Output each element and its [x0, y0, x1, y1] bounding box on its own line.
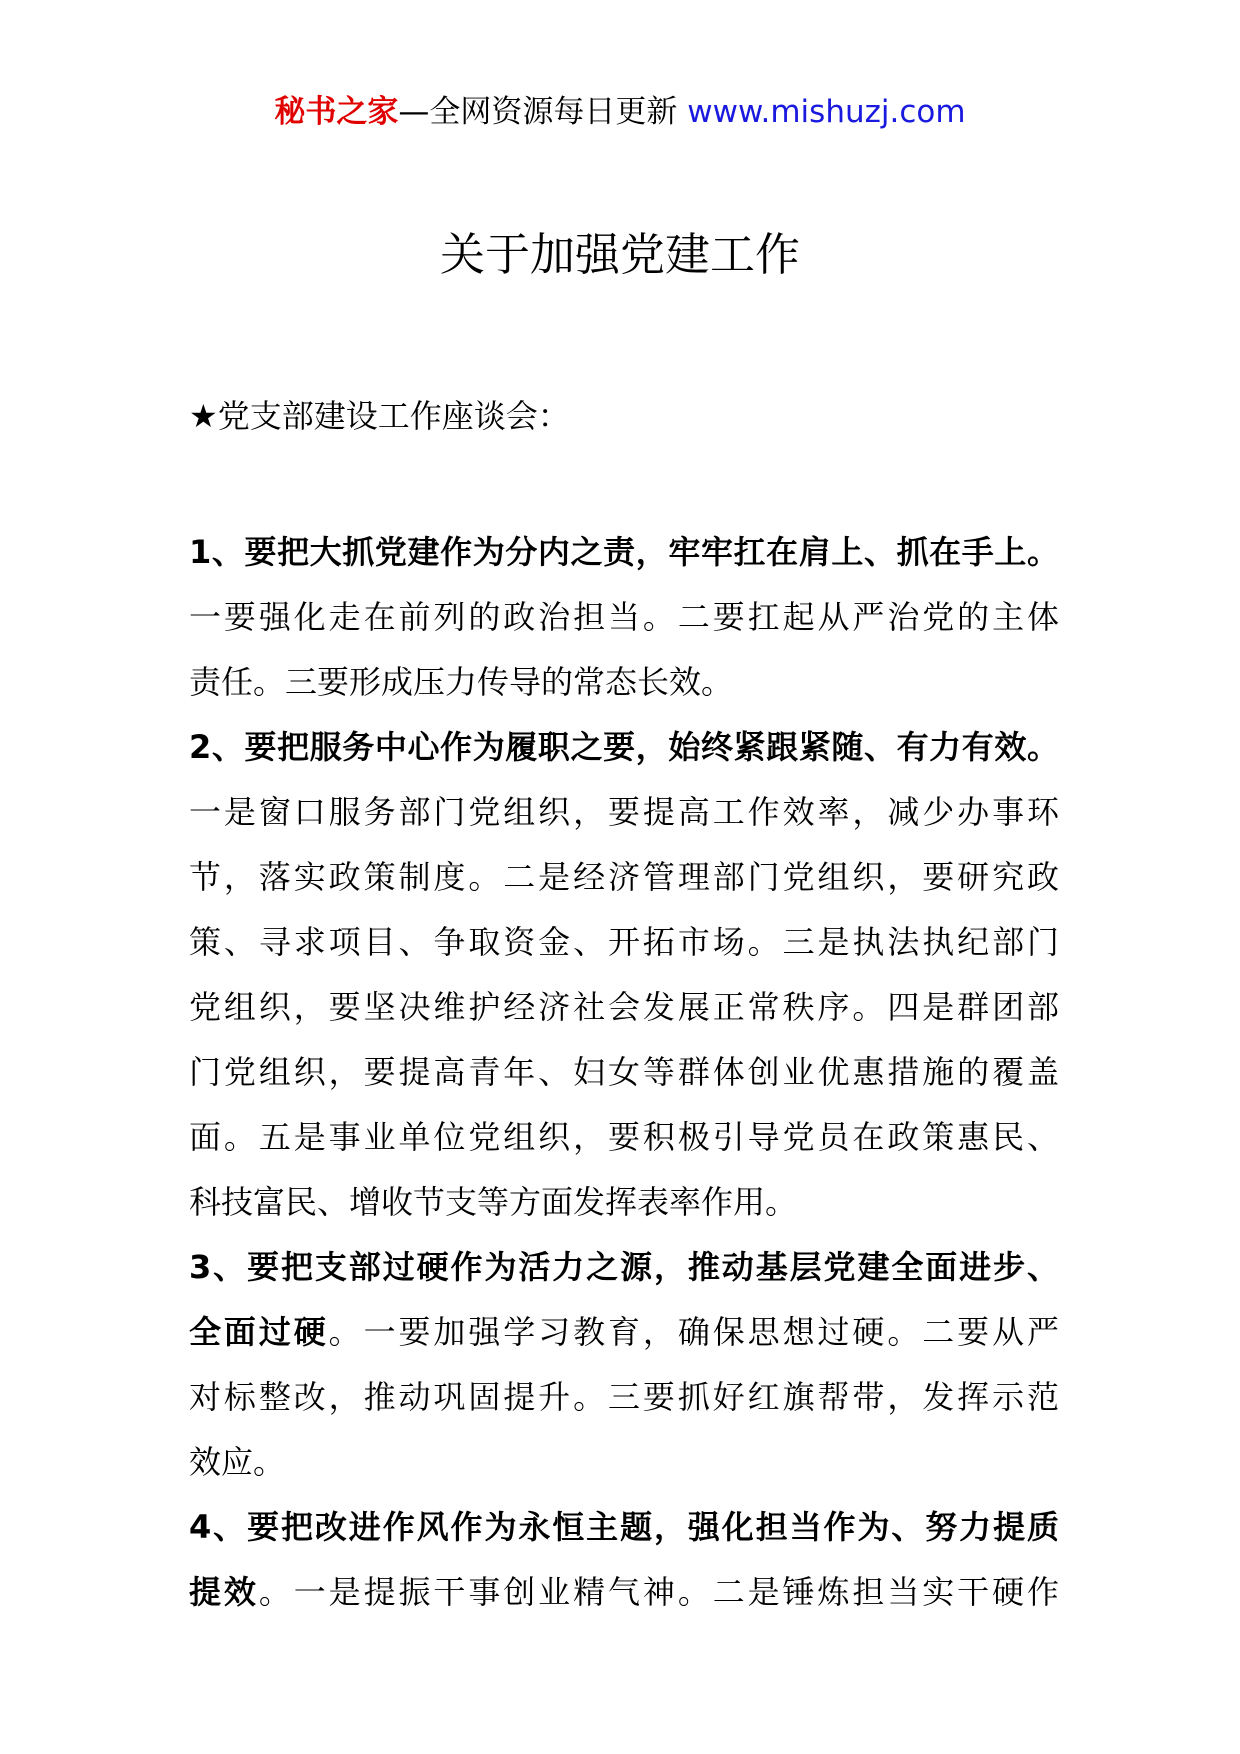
site-url-link[interactable]: www.mishuzj.com	[687, 94, 966, 130]
regular-text: 。一要加强学习教育，确保思想过硬。二要从严	[328, 1313, 1059, 1351]
regular-text: 策、寻求项目、争取资金、开拓市场。三是执法执纪部门	[189, 923, 1059, 961]
bold-text: 全面过硬	[189, 1313, 329, 1351]
text-line	[189, 1105, 1059, 1170]
bold-text: 1、要把大抓党建作为分内之责，牢牢扛在肩上、抓在手上。	[189, 533, 1059, 571]
text-line	[189, 910, 1059, 975]
bold-text: 4、要把改进作风作为永恒主题，强化担当作为、努力提质	[189, 1508, 1059, 1546]
regular-text: 科技富民、增收节支等方面发挥表率作用。	[189, 1183, 798, 1221]
site-header	[0, 92, 1240, 132]
bold-text: 提效	[189, 1573, 259, 1611]
text-line	[189, 1040, 1059, 1105]
regular-text: 一是窗口服务部门党组织，要提高工作效率，减少办事环	[189, 793, 1059, 831]
site-tagline: —全网资源每日更新	[398, 94, 688, 130]
text-line	[189, 1365, 1059, 1430]
text-line	[189, 1560, 1059, 1625]
text-line	[189, 1300, 1059, 1365]
text-line	[189, 520, 1059, 585]
regular-text: 面。五是事业单位党组织，要积极引导党员在政策惠民、	[189, 1118, 1059, 1156]
document-body	[189, 390, 1059, 1625]
text-line	[189, 1235, 1059, 1300]
regular-text: 对标整改，推动巩固提升。三要抓好红旗帮带，发挥示范	[189, 1378, 1059, 1416]
section-subtitle: ★党支部建设工作座谈会：	[189, 397, 570, 435]
regular-text: 节，落实政策制度。二是经济管理部门党组织，要研究政	[189, 858, 1059, 896]
text-line	[189, 650, 1059, 715]
regular-text: 责任。三要形成压力传导的常态长效。	[189, 663, 734, 701]
bold-text: 2、要把服务中心作为履职之要，始终紧跟紧随、有力有效。	[189, 728, 1059, 766]
text-line	[189, 845, 1059, 910]
regular-text: 一要强化走在前列的政治担当。二要扛起从严治党的主体	[189, 598, 1059, 636]
document-title: 关于加强党建工作	[439, 228, 800, 281]
text-line	[189, 585, 1059, 650]
regular-text: 。一是提振干事创业精气神。二是锤炼担当实干硬作	[258, 1573, 1059, 1611]
text-line	[189, 1170, 1059, 1235]
text-line	[189, 975, 1059, 1040]
site-brand: 秘书之家	[274, 94, 399, 130]
regular-text: 门党组织，要提高青年、妇女等群体创业优惠措施的覆盖	[189, 1053, 1059, 1091]
regular-text: 党组织，要坚决维护经济社会发展正常秩序。四是群团部	[189, 988, 1059, 1026]
bold-text: 3、要把支部过硬作为活力之源，推动基层党建全面进步、	[189, 1248, 1059, 1286]
text-line	[189, 715, 1059, 780]
text-line	[189, 1430, 1059, 1495]
text-line	[189, 1495, 1059, 1560]
body-paragraphs	[189, 520, 1059, 1625]
text-line	[189, 780, 1059, 845]
regular-text: 效应。	[189, 1443, 286, 1481]
